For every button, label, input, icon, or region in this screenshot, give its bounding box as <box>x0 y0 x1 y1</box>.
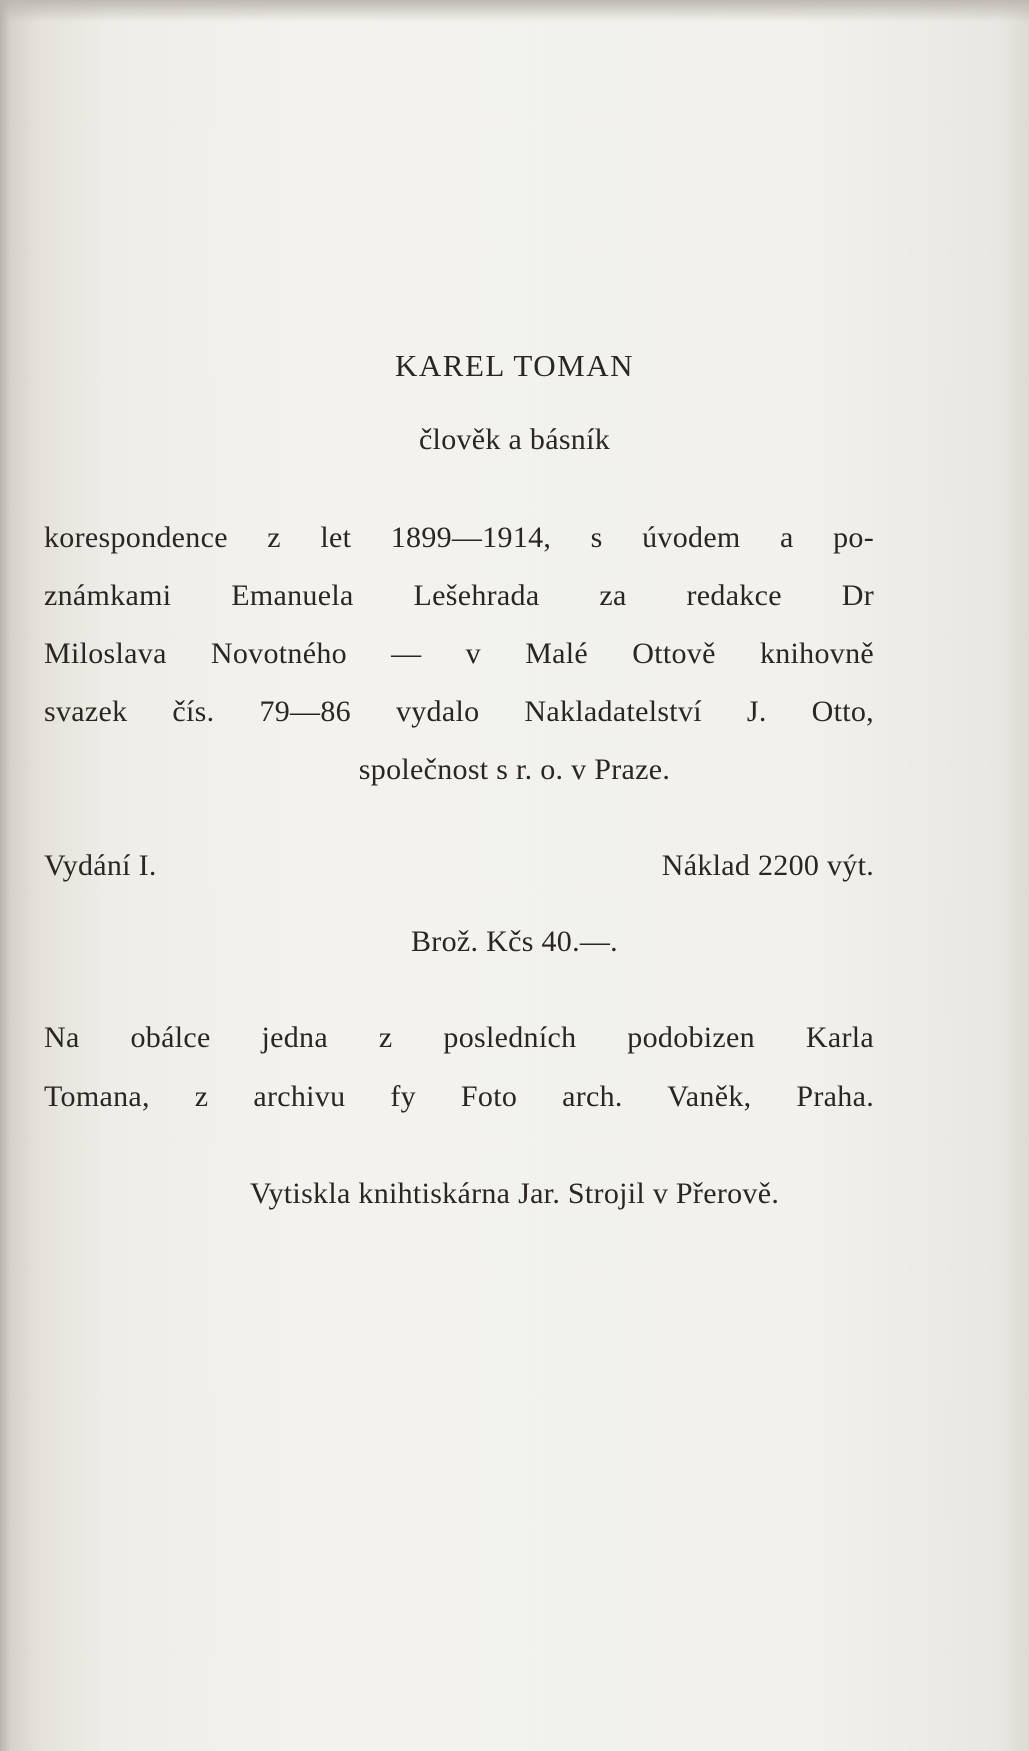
author-name: KAREL TOMAN <box>395 348 634 383</box>
edition-label: Vydání I. <box>44 849 157 882</box>
body-line-3: Miloslava Novotného — v Malé Ottově knihovně <box>44 637 874 670</box>
book-subtitle: člověk a básník <box>418 423 611 456</box>
edition-row <box>44 848 874 884</box>
print-run: Náklad 2200 výt. <box>661 849 874 882</box>
cover-note-line-1: Na obálce jedna z posledních podobizen Karla <box>44 1021 874 1054</box>
price: Brož. Kčs 40.—. <box>411 925 618 958</box>
body-line-5: společnost s r. o. v Praze. <box>358 753 671 786</box>
printer-note: Vytiskla knihtiskárna Jar. Strojil v Přerově. <box>249 1177 780 1210</box>
body-line-4: svazek čís. 79—86 vydalo Nakladatelství J. Otto, <box>44 695 874 728</box>
cover-note-line-2: Tomana, z archivu fy Foto arch. Vaněk, Praha. <box>44 1080 874 1113</box>
body-line-1: korespondence z let 1899—1914, s úvodem a po- <box>44 521 874 554</box>
body-line-2: známkami Emanuela Lešehrada za redakce Dr <box>44 579 874 612</box>
